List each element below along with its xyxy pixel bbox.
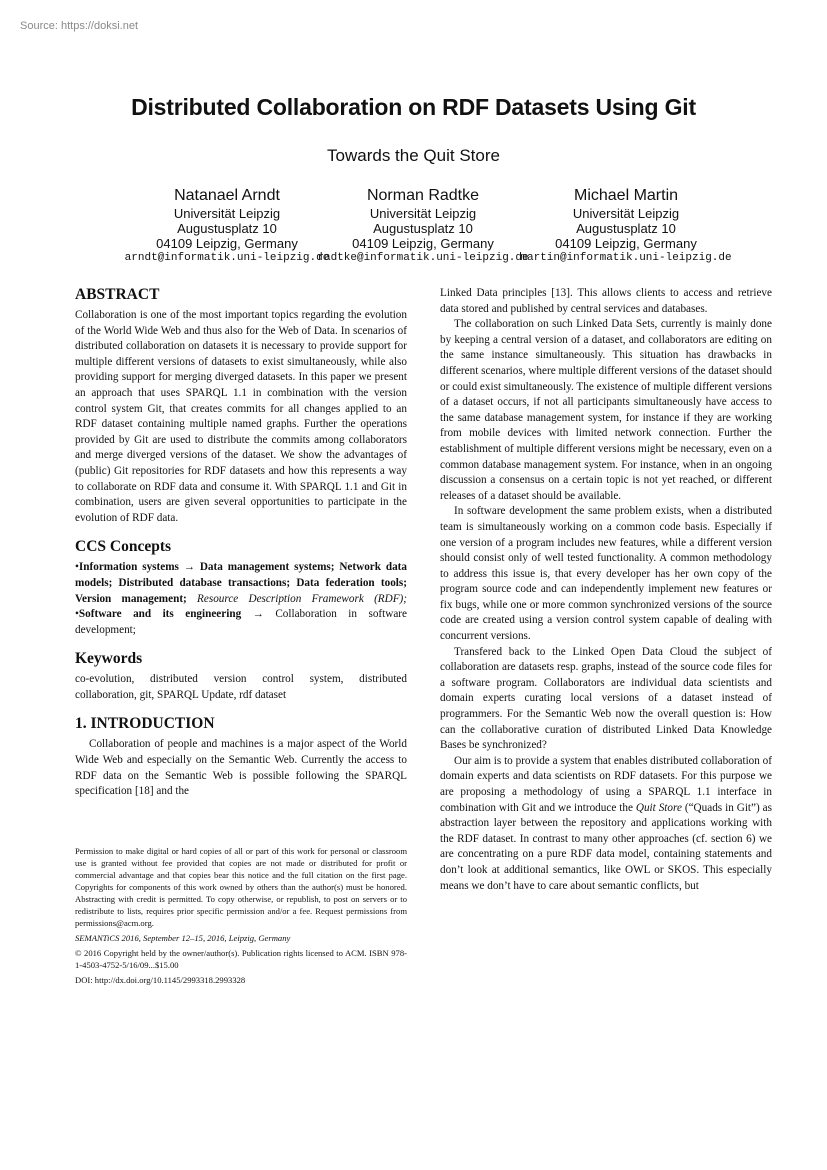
keywords-text: co-evolution, distributed version control system, distributed collaboration, git, SPARQL Update, rdf dataset <box>75 673 407 701</box>
author-city: 04109 Leipzig, Germany <box>555 236 697 251</box>
author-street: Augustusplatz 10 <box>576 221 676 236</box>
author-city: 04109 Leipzig, Germany <box>352 236 494 251</box>
author-email: arndt@informatik.uni-leipzig.de <box>124 252 330 264</box>
author-street: Augustusplatz 10 <box>177 221 277 236</box>
author-affiliation: Universität Leipzig <box>369 206 477 221</box>
author-city: 04109 Leipzig, Germany <box>156 236 298 251</box>
arrow: → <box>178 561 200 574</box>
text-run: Our aim is to provide a system that enables distributed collaboration of domain experts and data scientists on RDF datasets. For this purpose we are proposing a methodology of using a SPARQL 1.1 interface in combination with Git and we introduce the <box>440 754 772 814</box>
intro-paragraph: Collaboration of people and machines is a major aspect of the World Wide Web and especially on the Semantic Web. Currently the access to RDF data on the Semantic Web is possible following the SPARQL specification [18] and the <box>75 738 407 798</box>
body-paragraph: Transfered back to the Linked Open Data Cloud the subject of collaboration are datasets resp. graphs, instead of the source code files for a software program. Collaborators are individual data scientists and domain experts curating local versions of a dataset instead of programmers. For the Semantic Web now the overall question is: How can the collaborative curation of distributed Linked Data Knowledge Bases be synchronized? <box>440 645 772 752</box>
permission-notice: Permission to make digital or hard copies of all or part of this work for personal or classroom use is granted without fee provided that copies are not made or distributed for profit or commercial advantage and that copies bear this notice and the full citation on the first page. Copyrights for components of this work owned by others than the author(s) must be honored. Abstracting with credit is permitted. To copy otherwise, or republish, to post on servers or to redistribute to lists, requires prior specific permission and/or a fee. Request permissions from permissions@acm.org. <box>75 846 407 928</box>
quit-store-term: Quit Store <box>635 801 682 814</box>
ccs-concepts <box>75 560 407 638</box>
ccs-heading: CCS Concepts <box>75 538 172 556</box>
body-paragraph: In software development the same problem exists, when a distributed team is simultaneously working on a common code basis. Especially if one version of a program includes new features, while a different version should consist only of well tested functionality. A common methodology to address this issue is, that every developer has her own copy of the program source code and can independently implement new features or fix bugs, while one or more common synchronized versions of the source code are created using a version control system capable of dealing with concurrent versions. <box>440 505 772 643</box>
right-column <box>440 286 772 894</box>
body-paragraph: Linked Data principles [13]. This allows clients to access and retrieve data stored and published by central services and databases. <box>440 287 772 315</box>
author-name: Michael Martin <box>573 187 679 204</box>
left-column <box>75 286 407 800</box>
doi-link: DOI: http://dx.doi.org/10.1145/2993318.2993328 <box>75 975 246 985</box>
ccs-term: Software and its engineering <box>78 608 242 621</box>
bullet: • <box>75 608 79 621</box>
author-name: Natanael Arndt <box>174 187 280 204</box>
conference-info: SEMANTiCS 2016, September 12–15, 2016, Leipzig, Germany <box>75 933 291 943</box>
copyright-footnote <box>75 845 407 989</box>
author-email: radtke@informatik.uni-leipzig.de <box>317 252 529 264</box>
introduction-heading: 1. INTRODUCTION <box>75 715 215 733</box>
author-affiliation: Universität Leipzig <box>173 206 281 221</box>
ccs-term: Information systems <box>78 561 179 574</box>
author-street: Augustusplatz 10 <box>373 221 473 236</box>
arrow: → <box>241 608 276 621</box>
ccs-term: Collaboration in software development; <box>75 608 407 636</box>
paper-title: Distributed Collaboration on RDF Datasets Using Git <box>131 94 696 120</box>
ccs-term: Data management systems; Network data models; Distributed database transactions; Data federation tools; Version management; <box>75 561 407 605</box>
paper-subtitle: Towards the Quit Store <box>327 146 500 165</box>
author-3 <box>511 186 741 266</box>
source-label: Source: https://doksi.net <box>20 20 139 32</box>
body-paragraph: The collaboration on such Linked Data Sets, currently is mainly done by keeping a central version of a dataset, and collaborators are editing on the same instance simultaneously. This situation has drawbacks in different scenarios, where multiple different versions of the dataset should or could exist simultaneously. The existence of multiple different versions of a dataset occurs, if not all participants simultaneously have access to the same database management system, for instance if they are working from mobile devices with limited network connection. Further the establishment of multiple different versions might be necessary, even on a common database management system. For instance, when in an ongoing discussion a consensus on a certain topic is not yet reached, or different releases of a dataset should be available. <box>440 318 773 502</box>
abstract-text: Collaboration is one of the most important topics regarding the evolution of the World Wide Web and thus also for the Web of Data. In scenarios of distributed collaboration on datasets it is necessary to provide support for multiple different versions of datasets to exist simultaneously, while also providing support for merging diverged datasets. In this paper we present an approach that uses SPARQL 1.1 in combination with the version control system Git, that creates commits for all changes applied to an RDF dataset containing multiple named graphs. Further the operations provided by Git are used to distribute the commits among collaborators and merge diverged versions of the dataset. We show the advantages of (public) Git repositories for RDF datasets and how this represents a way to collaborate on RDF data and consume it. With SPARQL 1.1 and Git in combination, users are given several opportunities to participate in the evolution of RDF data. <box>75 309 407 524</box>
abstract-heading: ABSTRACT <box>75 286 160 303</box>
author-email: martin@informatik.uni-leipzig.de <box>520 252 732 264</box>
copyright-notice: © 2016 Copyright held by the owner/author(s). Publication rights licensed to ACM. ISBN 978-1-4503-4752-5/16/09...$15.00 <box>75 948 407 970</box>
body-paragraph <box>440 754 772 894</box>
author-name: Norman Radtke <box>366 187 480 204</box>
author-2 <box>308 186 538 266</box>
keywords-heading: Keywords <box>75 650 143 668</box>
bullet: • <box>75 561 79 574</box>
author-affiliation: Universität Leipzig <box>572 206 680 221</box>
text-run: (“Quads in Git”) as abstraction layer between the repository and applications working with the RDF dataset. In contrast to many other approaches (cf. section 6) we are concentrating on a pure RDF data model, containing statements and don’t look at additional semantics, like OWL or SKOS. This especially means we don’t have to care about semantic conflicts, but <box>440 801 772 892</box>
ccs-term: Resource Description Framework (RDF); <box>186 592 407 605</box>
